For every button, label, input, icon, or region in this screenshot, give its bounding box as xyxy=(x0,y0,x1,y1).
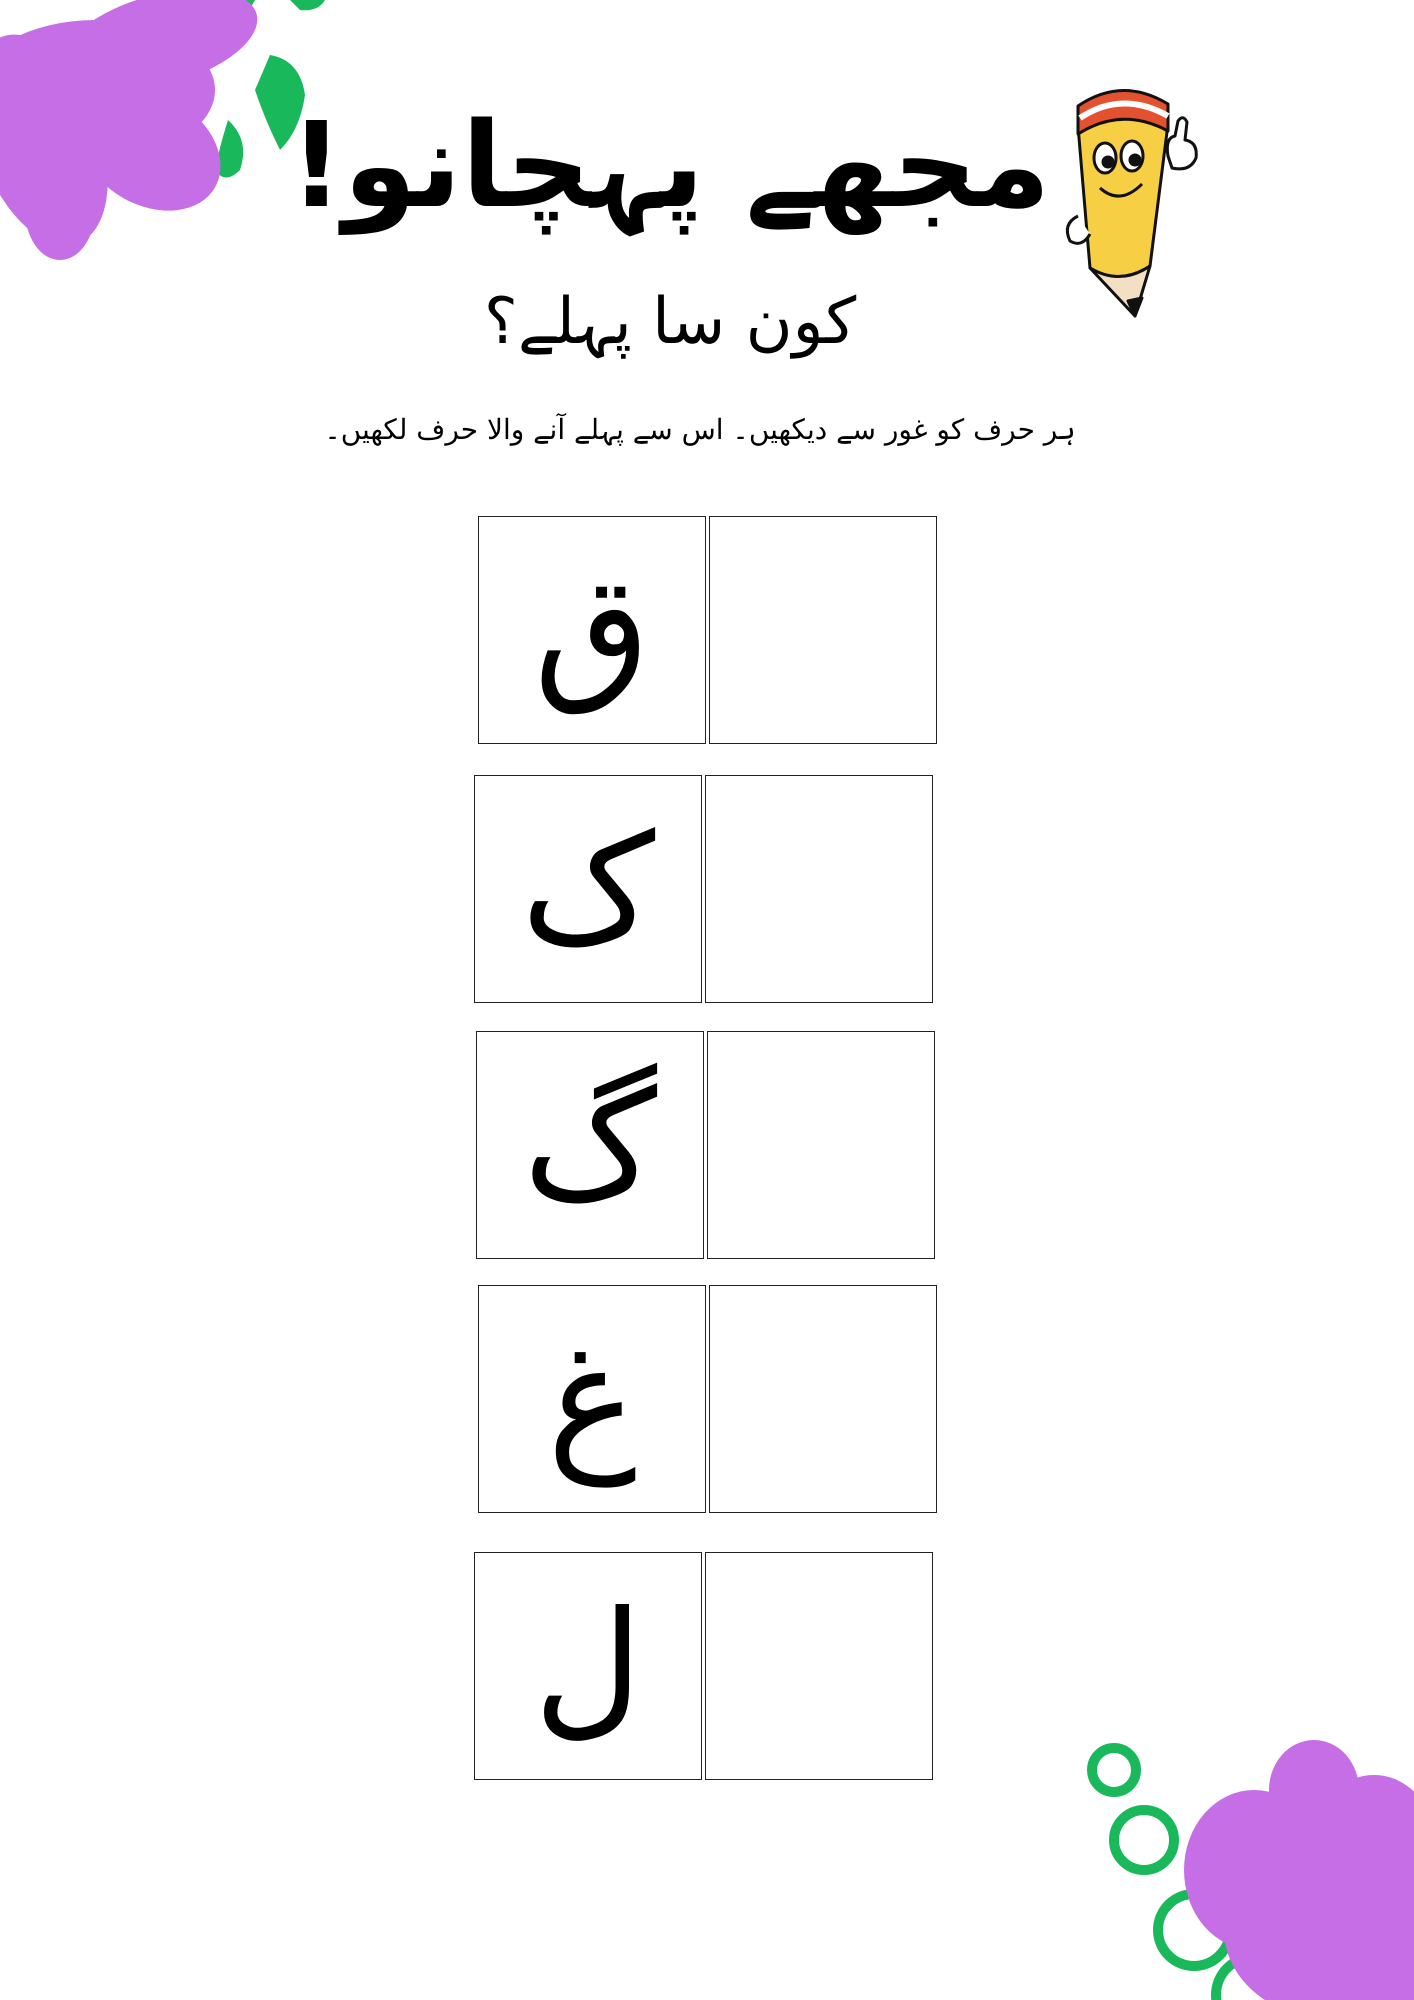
exercise-row xyxy=(476,1031,936,1261)
given-letter-box xyxy=(478,1285,706,1513)
worksheet-title: مجھے پہچانو! xyxy=(289,96,1051,234)
given-letter: غ xyxy=(547,1313,637,1487)
given-letter-box xyxy=(476,1031,704,1259)
exercise-row xyxy=(474,1552,934,1782)
given-letter: ق xyxy=(533,544,651,718)
answer-box[interactable] xyxy=(705,1552,933,1780)
given-letter: گ xyxy=(522,1059,658,1233)
answer-box[interactable] xyxy=(707,1031,935,1259)
exercise-row xyxy=(478,1285,938,1515)
given-letter: ل xyxy=(533,1580,643,1754)
exercise-row xyxy=(474,775,934,1005)
worksheet-instructions: ہر حرف کو غور سے دیکھیں۔ اس سے پہلے آنے والا حرف لکھیں۔ xyxy=(324,413,1076,446)
answer-box[interactable] xyxy=(709,516,937,744)
given-letter-box xyxy=(478,516,706,744)
answer-box[interactable] xyxy=(705,775,933,1003)
given-letter-box xyxy=(474,1552,702,1780)
given-letter: ک xyxy=(520,803,656,977)
exercise-row xyxy=(478,516,938,746)
given-letter-box xyxy=(474,775,702,1003)
worksheet-subtitle: کون سا پہلے؟ xyxy=(483,285,857,359)
answer-box[interactable] xyxy=(709,1285,937,1513)
